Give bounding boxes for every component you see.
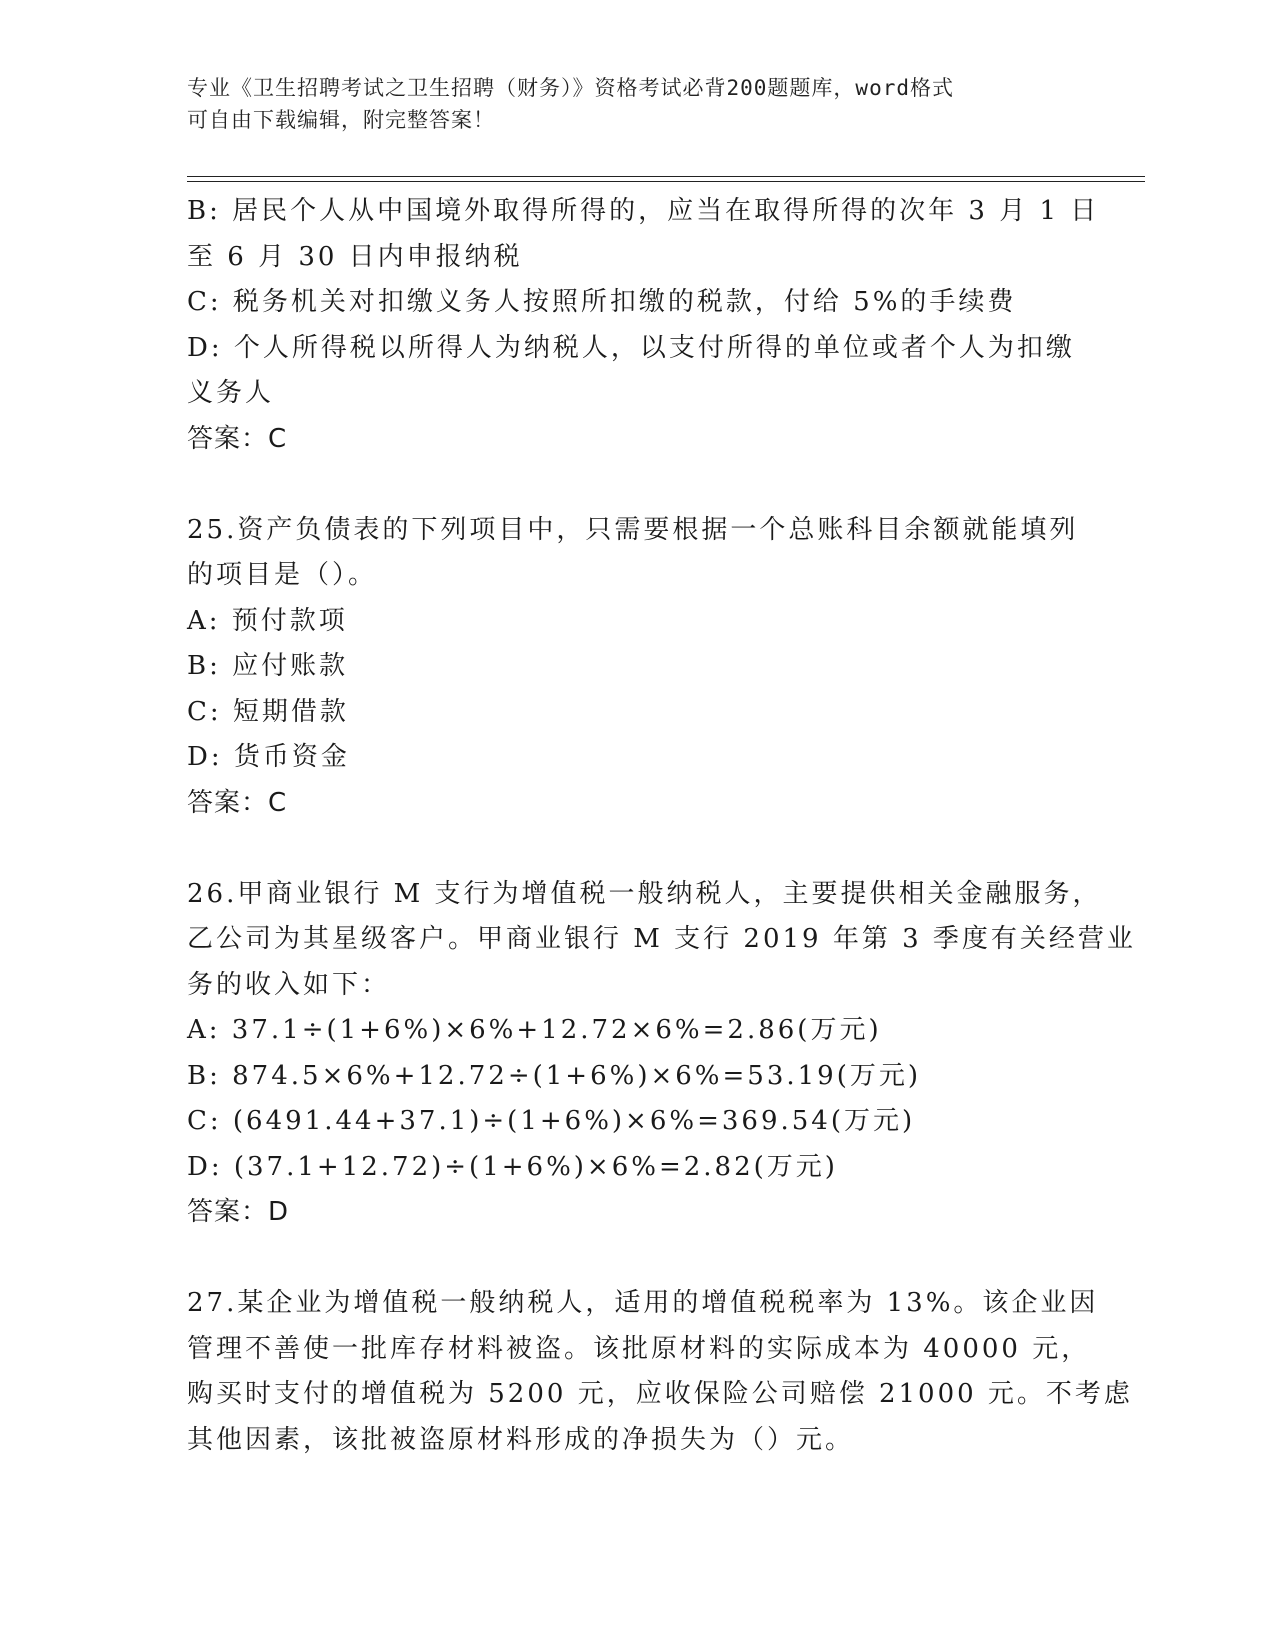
document-body — [187, 189, 1136, 1463]
option-c: C: (6491.44+37.1)÷(1+6%)×6%=369.54(万元) — [187, 1106, 916, 1136]
option-c: C: 短期借款 — [187, 696, 349, 727]
question-stem-continued: 的项目是（）。 — [187, 560, 378, 590]
question-26 — [187, 872, 1136, 1236]
spacer — [187, 826, 1087, 872]
question-stem-continued: 务的收入如下： — [187, 969, 391, 1000]
header-divider-bottom — [187, 181, 1145, 182]
option-b: B: 874.5×6%+12.72÷(1+6%)×6%=53.19(万元) — [187, 1060, 921, 1091]
header-title-line-2: 可自由下载编辑，附完整答案！ — [187, 108, 495, 132]
question-stem: 26.甲商业银行 M 支行为增值税一般纳税人，主要提供相关金融服务， — [187, 878, 1102, 909]
question-stem-continued: 购买时支付的增值税为 5200 元，应收保险公司赔偿 21000 元。不考虑 — [187, 1379, 1133, 1409]
option-b-continued: 至 6 月 30 日内申报纳税 — [187, 241, 523, 272]
question-24-remainder — [187, 189, 1100, 462]
option-b: B: 居民个人从中国境外取得所得的，应当在取得所得的次年 3 月 1 日 — [187, 196, 1100, 226]
header-divider-top — [187, 176, 1145, 177]
answer-line: 答案：D — [187, 1197, 290, 1227]
question-stem: 25.资产负债表的下列项目中，只需要根据一个总账科目余额就能填列 — [187, 514, 1079, 545]
option-a: A: 预付款项 — [187, 605, 348, 636]
option-d-continued: 义务人 — [187, 378, 275, 408]
question-stem-continued: 其他因素，该批被盗原材料形成的净损失为（）元。 — [187, 1424, 855, 1455]
answer-line: 答案：C — [187, 423, 288, 454]
option-d: D: (37.1+12.72)÷(1+6%)×6%=2.82(万元) — [187, 1151, 838, 1182]
option-d: D: 个人所得税以所得人为纳税人，以支付所得的单位或者个人为扣缴 — [187, 332, 1075, 363]
document-header — [187, 72, 1087, 136]
question-stem-continued: 乙公司为其星级客户。甲商业银行 M 支行 2019 年第 3 季度有关经营业 — [187, 924, 1136, 954]
spacer — [187, 462, 1087, 508]
question-stem-continued: 管理不善使一批库存材料被盗。该批原材料的实际成本为 40000 元， — [187, 1333, 1091, 1364]
option-c: C: 税务机关对扣缴义务人按照所扣缴的税款，付给 5%的手续费 — [187, 287, 1017, 317]
header-title-line-1: 专业《卫生招聘考试之卫生招聘（财务）》资格考试必背200题题库，word格式 — [187, 76, 954, 100]
question-stem: 27.某企业为增值税一般纳税人，适用的增值税税率为 13%。该企业因 — [187, 1288, 1099, 1318]
answer-line: 答案：C — [187, 787, 288, 818]
spacer — [187, 1236, 1087, 1282]
option-b: B: 应付账款 — [187, 651, 349, 681]
question-25 — [187, 508, 1087, 827]
option-a: A: 37.1÷(1+6%)×6%+12.72×6%=2.86(万元) — [187, 1015, 882, 1045]
question-27 — [187, 1281, 1133, 1463]
option-d: D: 货币资金 — [187, 742, 350, 772]
